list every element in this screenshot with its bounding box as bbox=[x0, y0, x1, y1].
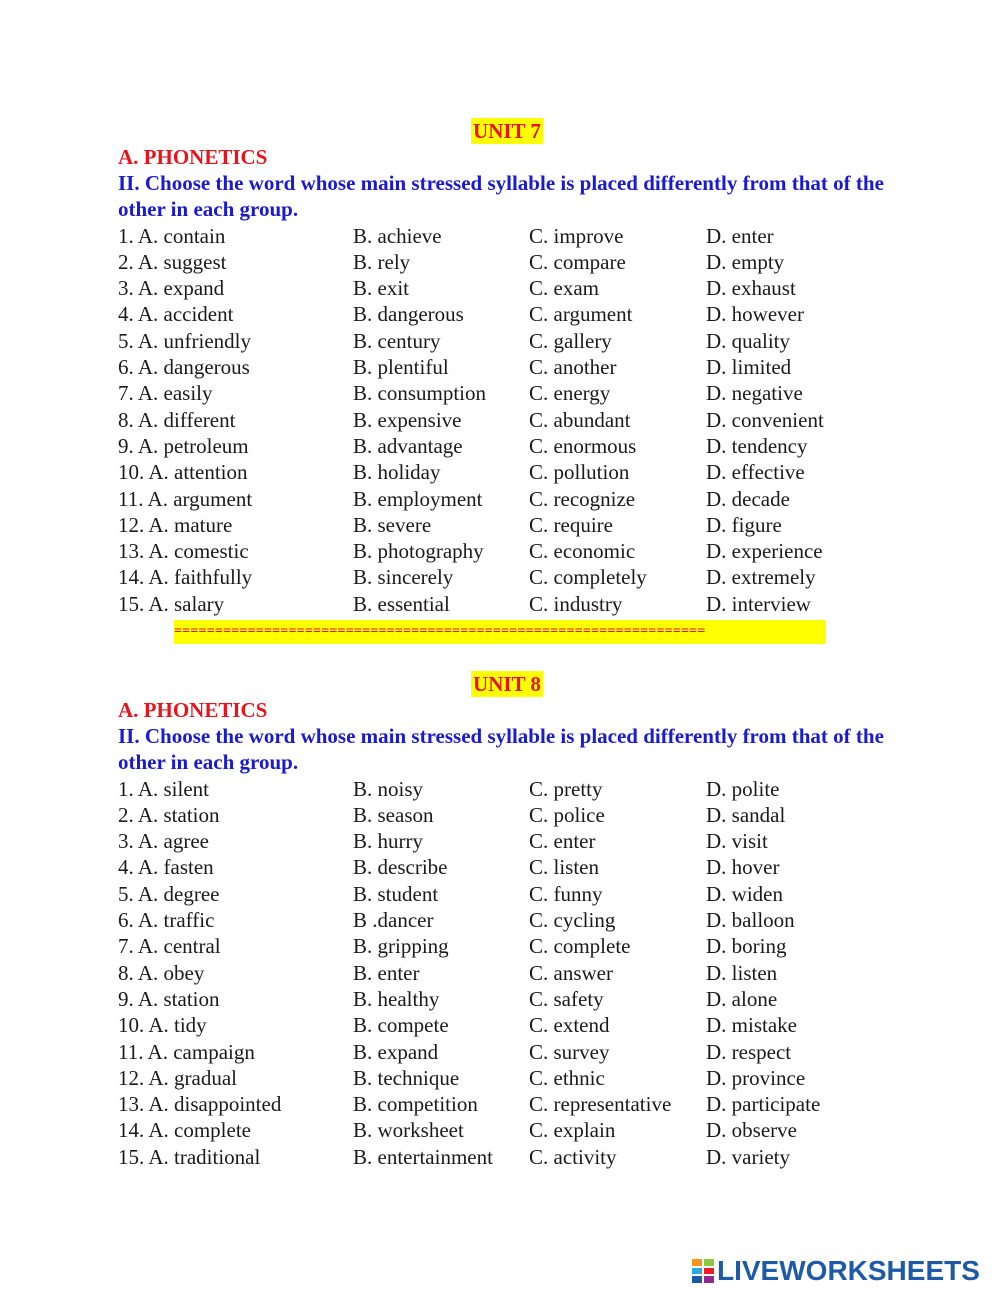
option-c: C. industry bbox=[529, 591, 623, 616]
option-a: 8. A. obey bbox=[118, 960, 205, 985]
option-a: 9. A. station bbox=[118, 986, 220, 1011]
option-c: C. completely bbox=[529, 565, 647, 590]
instruction-text: II. Choose the word whose main stressed syllable is placed differently from that of the other in each group. bbox=[118, 171, 884, 222]
option-c: C. survey bbox=[529, 1039, 610, 1064]
option-a: 7. A. central bbox=[118, 934, 221, 959]
option-a: 14. A. faithfully bbox=[118, 565, 253, 590]
option-c: C. safety bbox=[529, 986, 604, 1011]
option-b: B. worksheet bbox=[353, 1118, 464, 1143]
option-a: 6. A. traffic bbox=[118, 908, 215, 933]
unit-title: UNIT 8 bbox=[473, 672, 541, 696]
option-b: B. plentiful bbox=[353, 355, 449, 380]
option-b: B. describe bbox=[353, 855, 448, 880]
question-row bbox=[118, 933, 898, 959]
option-b: B. consumption bbox=[353, 381, 487, 406]
question-row bbox=[118, 249, 898, 275]
question-row bbox=[118, 223, 898, 249]
option-d: D. negative bbox=[706, 381, 803, 406]
option-c: C. pretty bbox=[529, 776, 603, 801]
option-b: B. student bbox=[353, 881, 439, 906]
option-d: D. listen bbox=[706, 960, 778, 985]
option-b: B. achieve bbox=[353, 223, 442, 248]
option-b: B .dancer bbox=[353, 908, 434, 933]
option-a: 7. A. easily bbox=[118, 381, 213, 406]
option-a: 15. A. traditional bbox=[118, 1144, 261, 1169]
option-c: C. extend bbox=[529, 1013, 610, 1038]
option-a: 12. A. mature bbox=[118, 512, 233, 537]
question-row bbox=[118, 776, 898, 802]
option-b: B. century bbox=[353, 328, 441, 353]
option-c: C. enter bbox=[529, 829, 596, 854]
question-row bbox=[118, 907, 898, 933]
option-a: 3. A. agree bbox=[118, 829, 209, 854]
option-c: C. ethnic bbox=[529, 1065, 605, 1090]
option-c: C. activity bbox=[529, 1144, 617, 1169]
option-a: 8. A. different bbox=[118, 407, 236, 432]
option-b: B. noisy bbox=[353, 776, 424, 801]
option-a: 1. A. contain bbox=[118, 223, 226, 248]
option-c: C. answer bbox=[529, 960, 613, 985]
option-a: 13. A. disappointed bbox=[118, 1092, 282, 1117]
liveworksheets-logo[interactable] bbox=[692, 1256, 980, 1286]
question-row bbox=[118, 538, 898, 564]
option-d: D. effective bbox=[706, 460, 805, 485]
option-d: D. empty bbox=[706, 249, 785, 274]
option-b: B. exit bbox=[353, 276, 409, 301]
unit-8-section bbox=[118, 671, 898, 1170]
question-list bbox=[118, 776, 898, 1170]
question-row bbox=[118, 802, 898, 828]
option-d: D. tendency bbox=[706, 433, 808, 458]
option-b: B. rely bbox=[353, 249, 411, 274]
option-d: D. mistake bbox=[706, 1013, 797, 1038]
option-a: 5. A. unfriendly bbox=[118, 328, 251, 353]
option-a: 10. A. attention bbox=[118, 460, 248, 485]
option-a: 2. A. suggest bbox=[118, 249, 227, 274]
option-d: D. however bbox=[706, 302, 804, 327]
option-c: C. recognize bbox=[529, 486, 636, 511]
option-d: D. experience bbox=[706, 539, 823, 564]
option-d: D. balloon bbox=[706, 908, 795, 933]
option-b: B. expensive bbox=[353, 407, 462, 432]
logo-icon bbox=[692, 1259, 714, 1283]
question-row bbox=[118, 407, 898, 433]
option-d: D. convenient bbox=[706, 407, 824, 432]
option-c: C. exam bbox=[529, 276, 599, 301]
option-d: D. participate bbox=[706, 1092, 821, 1117]
question-row bbox=[118, 960, 898, 986]
question-row bbox=[118, 275, 898, 301]
option-d: D. observe bbox=[706, 1118, 797, 1143]
question-row bbox=[118, 512, 898, 538]
option-c: C. gallery bbox=[529, 328, 612, 353]
option-c: C. require bbox=[529, 512, 613, 537]
option-c: C. representative bbox=[529, 1092, 672, 1117]
question-row bbox=[118, 1144, 898, 1170]
option-c: C. police bbox=[529, 802, 605, 827]
divider-line: ================================================================= bbox=[174, 620, 826, 644]
option-d: D. alone bbox=[706, 986, 778, 1011]
option-d: D. quality bbox=[706, 328, 790, 353]
question-row bbox=[118, 591, 898, 617]
option-b: B. enter bbox=[353, 960, 420, 985]
option-c: C. improve bbox=[529, 223, 624, 248]
question-row bbox=[118, 433, 898, 459]
option-a: 11. A. argument bbox=[118, 486, 253, 511]
option-c: C. compare bbox=[529, 249, 626, 274]
option-b: B. healthy bbox=[353, 986, 440, 1011]
question-row bbox=[118, 328, 898, 354]
option-d: D. hover bbox=[706, 855, 780, 880]
instruction-text: II. Choose the word whose main stressed syllable is placed differently from that of the other in each group. bbox=[118, 724, 884, 775]
option-c: C. explain bbox=[529, 1118, 616, 1143]
option-a: 3. A. expand bbox=[118, 276, 225, 301]
question-row bbox=[118, 1065, 898, 1091]
option-d: D. respect bbox=[706, 1039, 792, 1064]
option-d: D. limited bbox=[706, 355, 792, 380]
option-c: C. economic bbox=[529, 539, 636, 564]
option-a: 5. A. degree bbox=[118, 881, 220, 906]
option-d: D. figure bbox=[706, 512, 782, 537]
option-d: D. exhaust bbox=[706, 276, 796, 301]
option-a: 4. A. fasten bbox=[118, 855, 214, 880]
question-row bbox=[118, 1039, 898, 1065]
option-d: D. visit bbox=[706, 829, 768, 854]
option-b: B. gripping bbox=[353, 934, 449, 959]
question-row bbox=[118, 854, 898, 880]
option-d: D. polite bbox=[706, 776, 780, 801]
option-b: B. photography bbox=[353, 539, 484, 564]
option-a: 9. A. petroleum bbox=[118, 433, 249, 458]
option-b: B. essential bbox=[353, 591, 450, 616]
option-a: 4. A. accident bbox=[118, 302, 234, 327]
section-title: A. PHONETICS bbox=[118, 698, 268, 722]
option-a: 6. A. dangerous bbox=[118, 355, 250, 380]
question-row bbox=[118, 986, 898, 1012]
option-c: C. energy bbox=[529, 381, 611, 406]
option-a: 15. A. salary bbox=[118, 591, 225, 616]
option-b: B. holiday bbox=[353, 460, 441, 485]
option-c: C. listen bbox=[529, 855, 600, 880]
option-d: D. variety bbox=[706, 1144, 790, 1169]
option-b: B. advantage bbox=[353, 433, 463, 458]
unit-title: UNIT 7 bbox=[473, 119, 541, 143]
option-a: 1. A. silent bbox=[118, 776, 210, 801]
question-row bbox=[118, 486, 898, 512]
section-title: A. PHONETICS bbox=[118, 145, 268, 169]
option-b: B. dangerous bbox=[353, 302, 464, 327]
option-b: B. season bbox=[353, 802, 434, 827]
option-c: C. enormous bbox=[529, 433, 637, 458]
option-d: D. extremely bbox=[706, 565, 816, 590]
option-b: B. compete bbox=[353, 1013, 449, 1038]
option-a: 10. A. tidy bbox=[118, 1013, 207, 1038]
logo-text: LIVEWORKSHEETS bbox=[717, 1255, 980, 1286]
question-row bbox=[118, 564, 898, 590]
option-d: D. province bbox=[706, 1065, 806, 1090]
question-row bbox=[118, 301, 898, 327]
question-row bbox=[118, 459, 898, 485]
option-b: B. expand bbox=[353, 1039, 439, 1064]
question-row bbox=[118, 828, 898, 854]
option-a: 2. A. station bbox=[118, 802, 220, 827]
option-c: C. funny bbox=[529, 881, 603, 906]
option-a: 12. A. gradual bbox=[118, 1065, 237, 1090]
question-row bbox=[118, 380, 898, 406]
option-b: B. technique bbox=[353, 1065, 460, 1090]
option-c: C. abundant bbox=[529, 407, 631, 432]
option-b: B. employment bbox=[353, 486, 483, 511]
option-b: B. sincerely bbox=[353, 565, 454, 590]
question-row bbox=[118, 354, 898, 380]
option-d: D. interview bbox=[706, 591, 811, 616]
question-row bbox=[118, 1091, 898, 1117]
option-b: B. severe bbox=[353, 512, 432, 537]
question-list bbox=[118, 223, 898, 617]
question-row bbox=[118, 881, 898, 907]
option-d: D. widen bbox=[706, 881, 783, 906]
option-d: D. boring bbox=[706, 934, 787, 959]
question-row bbox=[118, 1012, 898, 1038]
option-b: B. entertainment bbox=[353, 1144, 493, 1169]
option-d: D. enter bbox=[706, 223, 774, 248]
option-c: C. cycling bbox=[529, 908, 616, 933]
unit-7-section bbox=[118, 118, 898, 617]
option-b: B. hurry bbox=[353, 829, 423, 854]
option-d: D. sandal bbox=[706, 802, 786, 827]
option-c: C. argument bbox=[529, 302, 633, 327]
option-c: C. pollution bbox=[529, 460, 630, 485]
option-a: 11. A. campaign bbox=[118, 1039, 255, 1064]
option-d: D. decade bbox=[706, 486, 790, 511]
option-b: B. competition bbox=[353, 1092, 478, 1117]
question-row bbox=[118, 1117, 898, 1143]
option-c: C. complete bbox=[529, 934, 631, 959]
option-c: C. another bbox=[529, 355, 617, 380]
option-a: 14. A. complete bbox=[118, 1118, 251, 1143]
option-a: 13. A. comestic bbox=[118, 539, 249, 564]
